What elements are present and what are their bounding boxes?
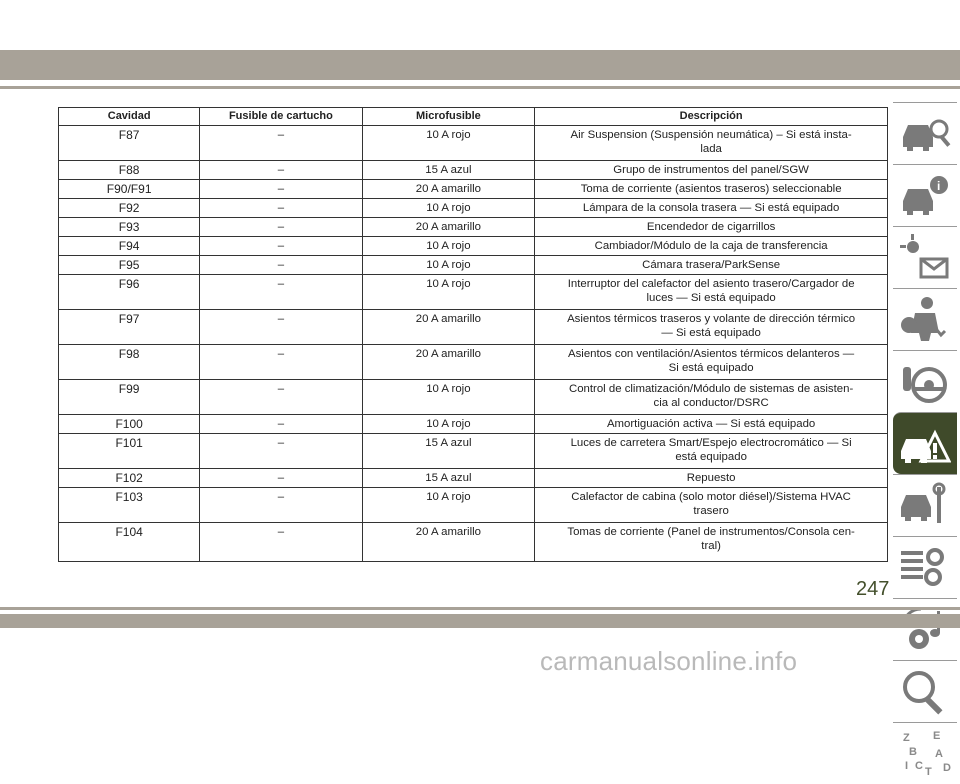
cell-description bbox=[535, 310, 888, 345]
cell-cavity: F104 bbox=[59, 523, 200, 562]
steering-wheel-icon bbox=[899, 357, 951, 407]
chapter-tabs bbox=[893, 102, 960, 784]
cell-micro: 15 A azul bbox=[362, 161, 535, 180]
cell-description bbox=[535, 469, 888, 488]
table-row bbox=[59, 415, 888, 434]
svg-text:C: C bbox=[915, 760, 923, 772]
cell-cavity: F88 bbox=[59, 161, 200, 180]
description-line-2: cia al conductor/DSRC bbox=[653, 397, 769, 409]
cell-cavity: F90/F91 bbox=[59, 180, 200, 199]
svg-text:I: I bbox=[905, 760, 909, 772]
cell-cartridge: – bbox=[200, 199, 362, 218]
svg-text:A: A bbox=[935, 748, 943, 760]
index-letters-icon bbox=[899, 729, 951, 779]
table-row bbox=[59, 310, 888, 345]
airbag-person-icon bbox=[899, 295, 951, 345]
table-row bbox=[59, 380, 888, 415]
cell-cartridge: – bbox=[200, 415, 362, 434]
col-header-micro: Microfusible bbox=[362, 108, 535, 126]
table-row bbox=[59, 161, 888, 180]
cell-cavity: F103 bbox=[59, 488, 200, 523]
header-band bbox=[0, 50, 960, 80]
cell-description bbox=[535, 126, 888, 161]
cell-cartridge: – bbox=[200, 345, 362, 380]
description-line-2: tral) bbox=[701, 540, 721, 552]
table-row bbox=[59, 469, 888, 488]
cell-cavity: F95 bbox=[59, 256, 200, 275]
cell-description bbox=[535, 345, 888, 380]
description-line-1: Air Suspension (Suspensión neumática) – Si está insta- bbox=[570, 129, 852, 141]
cell-cartridge: – bbox=[200, 218, 362, 237]
cell-cavity: F87 bbox=[59, 126, 200, 161]
cell-micro: 10 A rojo bbox=[362, 488, 535, 523]
description-line-1: Cambiador/Módulo de la caja de transferencia bbox=[594, 240, 828, 252]
checklist-gear-icon bbox=[899, 543, 951, 593]
cell-cavity: F98 bbox=[59, 345, 200, 380]
cell-description bbox=[535, 161, 888, 180]
table-row bbox=[59, 180, 888, 199]
cell-cavity: F99 bbox=[59, 380, 200, 415]
cell-cartridge: – bbox=[200, 256, 362, 275]
col-header-cavity: Cavidad bbox=[59, 108, 200, 126]
svg-text:B: B bbox=[909, 746, 917, 758]
svg-text:D: D bbox=[943, 762, 951, 774]
description-line-1: Asientos térmicos traseros y volante de dirección térmico bbox=[567, 313, 856, 325]
description-line-2: luces — Si está equipado bbox=[646, 292, 776, 304]
cell-cavity: F93 bbox=[59, 218, 200, 237]
cell-cartridge: – bbox=[200, 180, 362, 199]
cell-cavity: F102 bbox=[59, 469, 200, 488]
description-line-1: Encendedor de cigarrillos bbox=[646, 221, 776, 233]
description-line-1: Tomas de corriente (Panel de instrumentos/Consola cen- bbox=[567, 526, 855, 538]
cell-micro: 15 A azul bbox=[362, 434, 535, 469]
cell-cavity: F96 bbox=[59, 275, 200, 310]
cell-micro: 20 A amarillo bbox=[362, 310, 535, 345]
cell-description bbox=[535, 488, 888, 523]
col-header-cartridge: Fusible de cartucho bbox=[200, 108, 362, 126]
cell-description bbox=[535, 380, 888, 415]
cell-micro: 10 A rojo bbox=[362, 237, 535, 256]
tab-steering[interactable] bbox=[893, 350, 957, 412]
svg-text:E: E bbox=[933, 730, 941, 742]
tab-warning-lights[interactable] bbox=[893, 226, 957, 288]
cell-cartridge: – bbox=[200, 523, 362, 562]
description-line-1: Control de climatización/Módulo de sistemas de asisten- bbox=[568, 383, 854, 395]
cell-micro: 20 A amarillo bbox=[362, 180, 535, 199]
svg-text:i: i bbox=[937, 179, 941, 193]
table-header-row bbox=[59, 108, 888, 126]
cell-cartridge: – bbox=[200, 380, 362, 415]
footer-band bbox=[0, 614, 960, 628]
tab-search[interactable] bbox=[893, 660, 957, 722]
tab-car-info[interactable] bbox=[893, 164, 957, 226]
table-row bbox=[59, 523, 888, 562]
fuse-table bbox=[58, 107, 888, 562]
table-row bbox=[59, 345, 888, 380]
search-icon bbox=[899, 667, 951, 717]
cell-cartridge: – bbox=[200, 161, 362, 180]
description-line-1: Calefactor de cabina (solo motor diésel)/Sistema HVAC bbox=[571, 491, 851, 503]
table-row bbox=[59, 488, 888, 523]
emergency-car-icon bbox=[899, 419, 951, 469]
cell-cartridge: – bbox=[200, 126, 362, 161]
header-rule bbox=[0, 86, 960, 89]
tab-checklist[interactable] bbox=[893, 536, 957, 598]
cell-micro: 10 A rojo bbox=[362, 275, 535, 310]
description-line-1: Amortiguación activa — Si está equipado bbox=[606, 418, 816, 430]
description-line-1: Asientos con ventilación/Asientos térmicos delanteros — bbox=[568, 348, 855, 360]
car-info-icon bbox=[899, 171, 951, 221]
table-row bbox=[59, 275, 888, 310]
table-row bbox=[59, 256, 888, 275]
table-row bbox=[59, 218, 888, 237]
cell-cartridge: – bbox=[200, 469, 362, 488]
description-line-2: — Si está equipado bbox=[661, 327, 761, 339]
description-line-1: Luces de carretera Smart/Espejo electrocromático — Si bbox=[570, 437, 852, 449]
col-header-desc: Descripción bbox=[535, 108, 888, 126]
description-line-2: trasero bbox=[693, 505, 729, 517]
description-line-2: lada bbox=[700, 143, 722, 155]
table-row bbox=[59, 126, 888, 161]
cell-micro: 10 A rojo bbox=[362, 126, 535, 161]
description-line-1: Grupo de instrumentos del panel/SGW bbox=[613, 164, 809, 176]
multimedia-icon bbox=[899, 605, 951, 655]
cell-cavity: F97 bbox=[59, 310, 200, 345]
cell-micro: 20 A amarillo bbox=[362, 345, 535, 380]
watermark: carmanualsonline.info bbox=[540, 646, 798, 676]
cell-micro: 20 A amarillo bbox=[362, 218, 535, 237]
page-number: 247 bbox=[856, 578, 890, 600]
tab-emergency[interactable] bbox=[893, 412, 957, 474]
tab-car-service[interactable] bbox=[893, 474, 957, 536]
tab-index[interactable] bbox=[893, 722, 957, 784]
table-row bbox=[59, 237, 888, 256]
cell-cartridge: – bbox=[200, 434, 362, 469]
description-line-1: Cámara trasera/ParkSense bbox=[642, 259, 781, 271]
cell-micro: 15 A azul bbox=[362, 469, 535, 488]
cell-micro: 10 A rojo bbox=[362, 380, 535, 415]
cell-description bbox=[535, 415, 888, 434]
description-line-2: está equipado bbox=[675, 451, 747, 463]
cell-description bbox=[535, 256, 888, 275]
table-row bbox=[59, 199, 888, 218]
svg-text:T: T bbox=[925, 766, 932, 778]
warning-lights-icon bbox=[899, 233, 951, 283]
tab-airbag[interactable] bbox=[893, 288, 957, 350]
cell-description bbox=[535, 434, 888, 469]
cell-cartridge: – bbox=[200, 237, 362, 256]
cell-description bbox=[535, 275, 888, 310]
description-line-1: Interruptor del calefactor del asiento trasero/Cargador de bbox=[567, 278, 855, 290]
cell-micro: 10 A rojo bbox=[362, 199, 535, 218]
cell-cavity: F92 bbox=[59, 199, 200, 218]
cell-description bbox=[535, 218, 888, 237]
cell-description bbox=[535, 523, 888, 562]
cell-micro: 10 A rojo bbox=[362, 415, 535, 434]
car-service-icon bbox=[899, 481, 951, 531]
cell-cavity: F94 bbox=[59, 237, 200, 256]
cell-description bbox=[535, 180, 888, 199]
cell-cartridge: – bbox=[200, 488, 362, 523]
description-line-2: Si está equipado bbox=[668, 362, 754, 374]
description-line-1: Repuesto bbox=[686, 472, 736, 484]
tab-car-inspect[interactable] bbox=[893, 102, 957, 164]
car-inspect-icon bbox=[899, 109, 951, 159]
cell-micro: 10 A rojo bbox=[362, 256, 535, 275]
description-line-1: Toma de corriente (asientos traseros) seleccionable bbox=[580, 183, 842, 195]
cell-cavity: F101 bbox=[59, 434, 200, 469]
cell-cartridge: – bbox=[200, 310, 362, 345]
cell-cavity: F100 bbox=[59, 415, 200, 434]
cell-cartridge: – bbox=[200, 275, 362, 310]
svg-text:Z: Z bbox=[903, 732, 910, 744]
table-row bbox=[59, 434, 888, 469]
footer-rule bbox=[0, 607, 960, 610]
cell-description bbox=[535, 237, 888, 256]
cell-micro: 20 A amarillo bbox=[362, 523, 535, 562]
description-line-1: Lámpara de la consola trasera — Si está equipado bbox=[582, 202, 840, 214]
cell-description bbox=[535, 199, 888, 218]
